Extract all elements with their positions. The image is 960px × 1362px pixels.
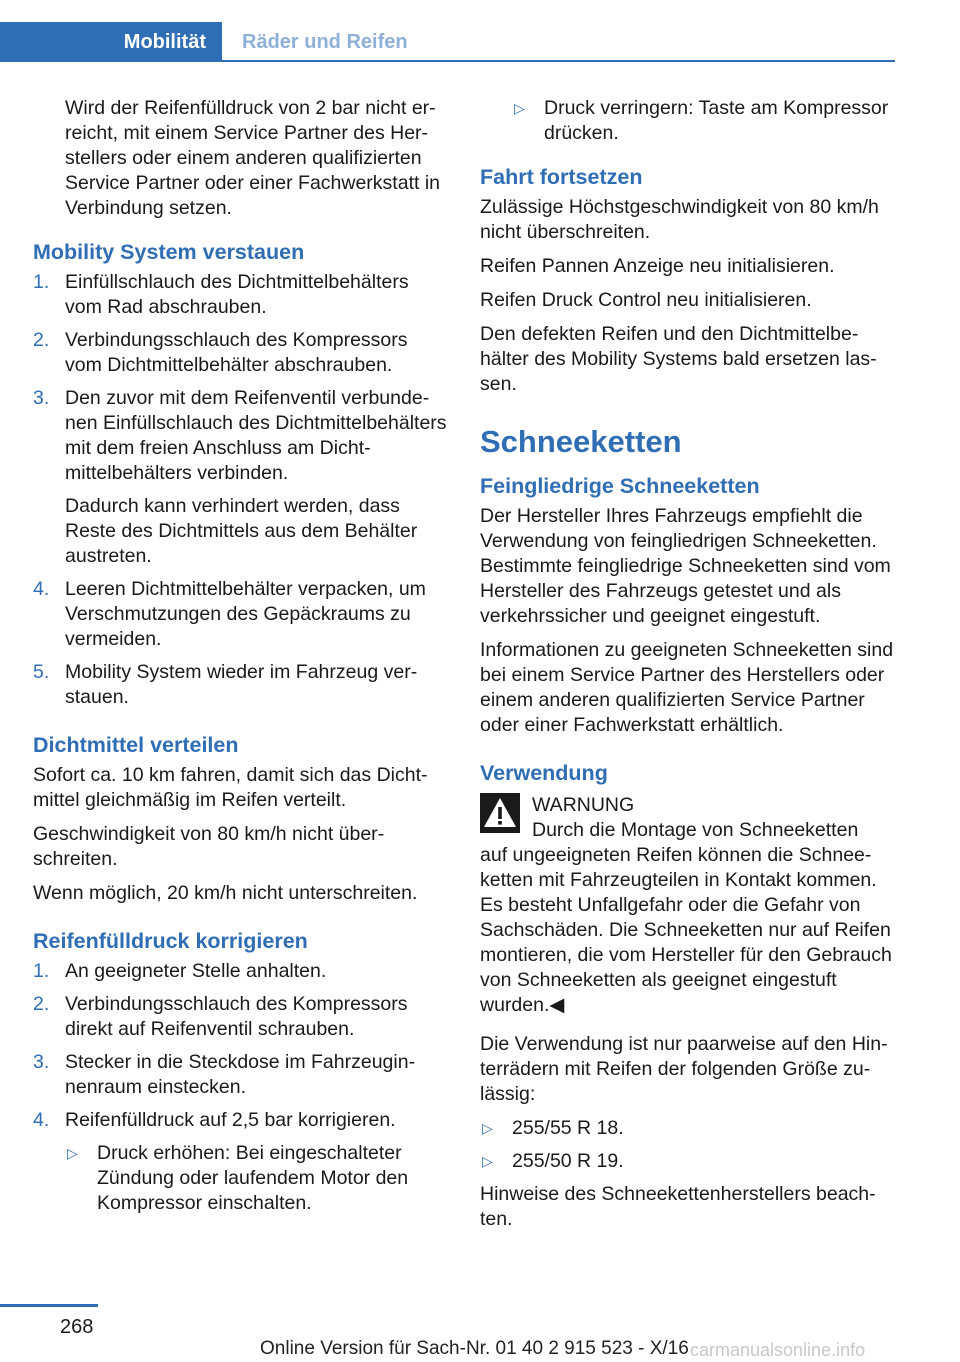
- paragraph: Reifen Pannen Anzeige neu initialisieren.: [480, 255, 835, 277]
- list-item: 3. Stecker in die Steckdose im Fahrzeuginnenraum einstecken.: [33, 1051, 416, 1098]
- bullet-item: ▷ 255/55 R 18.: [482, 1117, 624, 1139]
- list-item: 3. Den zuvor mit dem Reifenventil verbundenen Einfüllschlauch des Dichtmittelbehälters mit dem freien Anschluss am Dichtmittelbehälters verbinden. Dadurch kann verhindert werden, dass Reste des Dichtmittels aus dem Behälter austreten.: [33, 387, 447, 567]
- paragraph: Informationen zu geeigneten Schneeketten sind bei einem Service Partner des Herstellers oder einem anderen qualifizierten Service Partner oder einer Fachwerkstatt erhältlich.: [480, 639, 894, 736]
- size-list: [480, 1116, 895, 1174]
- list-item: 2. Verbindungsschlauch des Kompressors vom Dichtmittelbehälter abschrauben.: [33, 329, 408, 376]
- warning-title: WARNUNG: [532, 794, 635, 816]
- stow-list: [33, 270, 448, 710]
- header-rule: [222, 60, 895, 62]
- triangle-bullet-icon: ▷: [514, 100, 525, 116]
- right-column: [480, 96, 895, 1241]
- tab-raeder-und-reifen[interactable]: Räder und Reifen: [242, 30, 408, 53]
- paragraph: Der Hersteller Ihres Fahrzeugs empfiehlt die Verwendung von feingliedrigen Schneeketten. Bestimmte feingliedrige Schneeketten sind vom Hersteller des Fahrzeugs getestet und als verkehrssicher und geeignet eingestuft.: [480, 505, 891, 627]
- heading-distribute: Dichtmittel verteilen: [33, 733, 239, 757]
- bullet-item: ▷ Druck erhöhen: Bei eingeschalteter Zündung oder laufendem Motor den Kompressor einschalten.: [67, 1142, 409, 1214]
- paragraph: Den defekten Reifen und den Dichtmittelbehälter des Mobility Systems bald ersetzen lassen.: [480, 323, 877, 395]
- list-item: 5. Mobility System wieder im Fahrzeug verstauen.: [33, 661, 418, 708]
- list-item: 2. Verbindungsschlauch des Kompressors direkt auf Reifenventil schrauben.: [33, 993, 408, 1040]
- bullet-item: ▷ 255/50 R 19.: [482, 1150, 624, 1172]
- correct-list: [33, 959, 448, 1224]
- heading-correct-pressure: Reifenfülldruck korrigieren: [33, 929, 308, 953]
- bullet-item: ▷ Druck verringern: Taste am Kompressor drücken.: [514, 97, 889, 144]
- warning-text: auf ungeeigneten Reifen können die Schneeketten mit Fahrzeugteilen in Kontakt kommen. Es besteht Unfallgefahr oder die Gefahr von Sachschäden. Die Schneeketten nur auf Reifen montieren, die vom Hersteller für den Gebrauch von Schneeketten als geeignet eingestuft wurden.◀: [480, 844, 892, 1016]
- page-number: 268: [60, 1316, 94, 1338]
- warning-icon: [480, 793, 520, 833]
- left-column: [33, 96, 448, 1232]
- heading-continue: Fahrt fortsetzen: [480, 165, 643, 189]
- paragraph: Geschwindigkeit von 80 km/h nicht überschreiten.: [33, 823, 385, 870]
- chapter-tab-bar: [0, 22, 895, 62]
- paragraph: Hinweise des Schneekettenherstellers beachten.: [480, 1183, 876, 1230]
- footer-rule: [0, 1304, 98, 1307]
- online-version-text: Online Version für Sach-Nr. 01 40 2 915 523 - X/16: [260, 1338, 689, 1359]
- heading-usage: Verwendung: [480, 761, 608, 785]
- warning-box: [480, 793, 895, 1018]
- paragraph: Die Verwendung ist nur paarweise auf den Hinterrädern mit Reifen der folgenden Größe zulässig:: [480, 1033, 888, 1105]
- continued-sub-list: [480, 96, 895, 146]
- paragraph: Reifen Druck Control neu initialisieren.: [480, 289, 812, 311]
- triangle-bullet-icon: ▷: [482, 1153, 493, 1169]
- stow-item-note: Dadurch kann verhindert werden, dass Reste des Dichtmittels aus dem Behälter austreten.: [65, 495, 418, 567]
- paragraph: Sofort ca. 10 km fahren, damit sich das Dichtmittel gleichmäßig im Reifen verteilt.: [33, 764, 428, 811]
- triangle-bullet-icon: ▷: [482, 1120, 493, 1136]
- list-item: 4. Leeren Dichtmittelbehälter verpacken, um Verschmutzungen des Gepäckraums zu vermeiden.: [33, 578, 426, 650]
- heading-fine-chains: Feingliedrige Schneeketten: [480, 474, 760, 498]
- paragraph: Wenn möglich, 20 km/h nicht unterschreiten.: [33, 882, 418, 904]
- list-item: 1. Einfüllschlauch des Dichtmittelbehälters vom Rad abschrauben.: [33, 271, 409, 318]
- list-item: 1. An geeigneter Stelle anhalten.: [33, 960, 327, 982]
- intro-paragraph: Wird der Reifenfülldruck von 2 bar nicht erreicht, mit einem Service Partner des Herstellers oder einem anderen qualifizierten Service Partner oder einer Fachwerkstatt in Verbindung setzen.: [65, 97, 440, 219]
- warning-first-line: Durch die Montage von Schneeketten: [532, 819, 859, 841]
- list-item: 4. Reifenfülldruck auf 2,5 bar korrigieren. ▷ Druck erhöhen: Bei eingeschalteter Zündung oder laufendem Motor den Kompressor einschalten.: [33, 1108, 448, 1224]
- heading-snow-chains: Schneeketten: [480, 424, 682, 459]
- tab-mobilitaet[interactable]: Mobilität: [0, 22, 222, 62]
- paragraph: Zulässige Höchstgeschwindigkeit von 80 km/h nicht überschreiten.: [480, 196, 879, 243]
- triangle-bullet-icon: ▷: [67, 1145, 78, 1161]
- sub-list: [65, 1141, 448, 1216]
- heading-stow: Mobility System verstauen: [33, 240, 305, 264]
- watermark: carmanualsonline.info: [690, 1340, 866, 1360]
